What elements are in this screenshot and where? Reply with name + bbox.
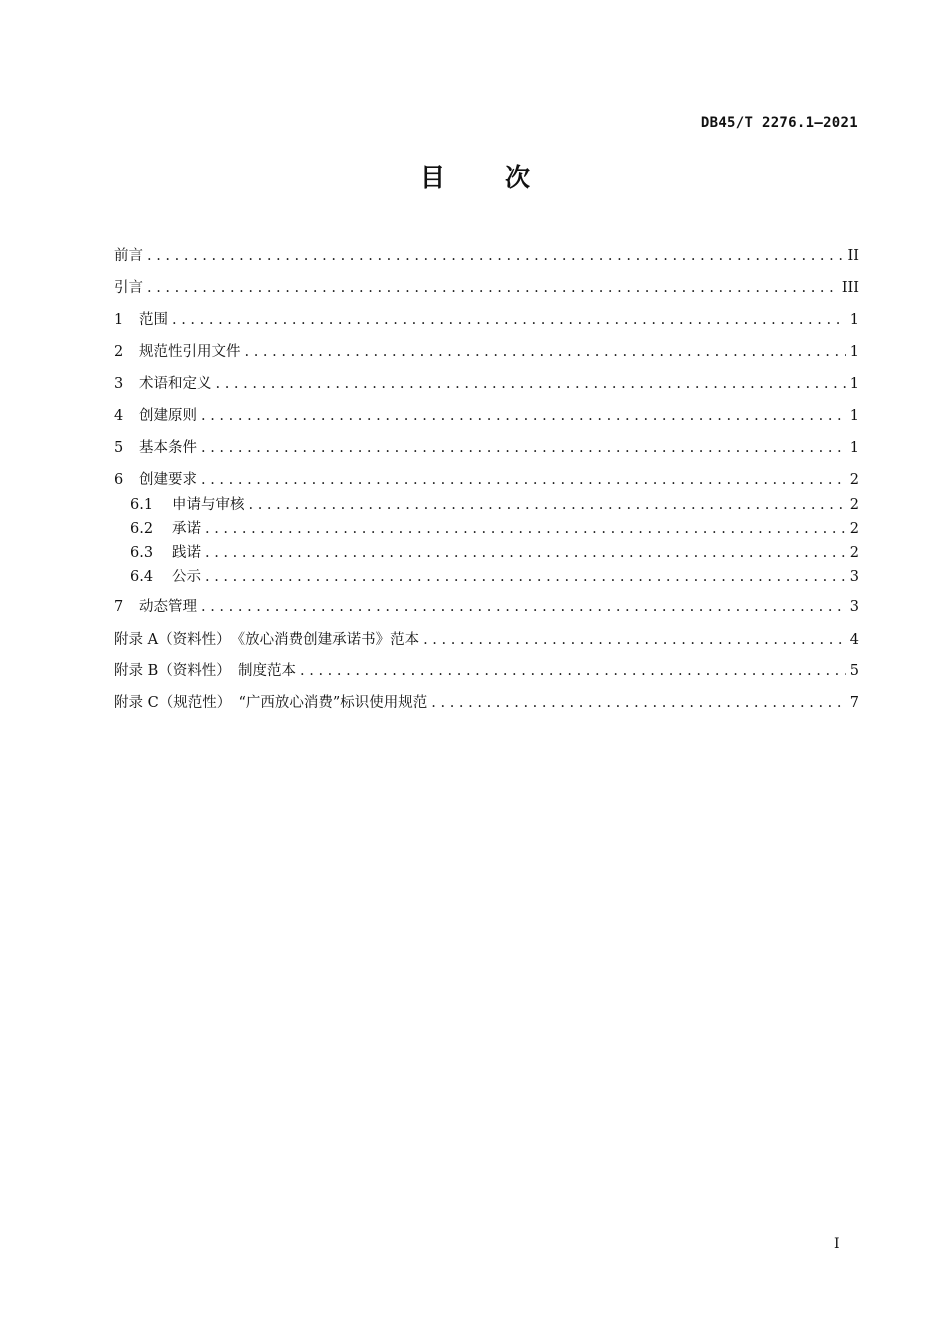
table-of-contents bbox=[114, 0, 859, 1344]
dot-leader bbox=[205, 519, 846, 539]
dot-leader bbox=[201, 597, 846, 617]
toc-entry-page: 1 bbox=[849, 344, 859, 360]
toc-entry-appendix-a[interactable] bbox=[114, 630, 859, 650]
toc-entry-terms-definitions[interactable] bbox=[114, 374, 859, 394]
toc-entry-number: 3 bbox=[114, 376, 124, 392]
title-char-1: 目 bbox=[419, 163, 445, 192]
toc-entry-label: 创建要求 bbox=[139, 472, 197, 488]
toc-entry-number: 6.3 bbox=[130, 545, 154, 561]
toc-entry-publicity[interactable] bbox=[130, 567, 859, 587]
page-number: I bbox=[834, 1236, 840, 1252]
toc-entry-number: 6.4 bbox=[130, 569, 154, 585]
toc-entry-page: 2 bbox=[849, 497, 859, 513]
toc-entry-label: 承诺 bbox=[172, 521, 201, 537]
title-char-2: 次 bbox=[505, 163, 531, 192]
dot-leader bbox=[201, 406, 846, 426]
toc-entry-appendix-b[interactable] bbox=[114, 661, 859, 681]
toc-entry-application-review[interactable] bbox=[130, 495, 859, 515]
toc-entry-foreword[interactable] bbox=[114, 246, 859, 266]
toc-entry-number: 1 bbox=[114, 312, 124, 328]
toc-entry-label: 附录 A（资料性） 《放心消费创建承诺书》范本 bbox=[114, 632, 420, 648]
toc-entry-number: 6.2 bbox=[130, 521, 154, 537]
toc-entry-label: 术语和定义 bbox=[139, 376, 212, 392]
toc-entry-introduction[interactable] bbox=[114, 278, 859, 298]
toc-entry-number: 6.1 bbox=[130, 497, 154, 513]
toc-entry-requirements[interactable] bbox=[114, 470, 859, 490]
toc-entry-fulfillment[interactable] bbox=[130, 543, 859, 563]
dot-leader bbox=[172, 310, 846, 330]
toc-entry-scope[interactable] bbox=[114, 310, 859, 330]
dot-leader bbox=[147, 246, 844, 266]
dot-leader bbox=[245, 342, 846, 362]
toc-entry-page: 3 bbox=[849, 599, 859, 615]
toc-entry-page: 1 bbox=[849, 376, 859, 392]
dot-leader bbox=[201, 470, 846, 490]
toc-entry-label: 基本条件 bbox=[139, 440, 197, 456]
dot-leader bbox=[147, 278, 838, 298]
toc-entry-page: 5 bbox=[849, 663, 859, 679]
toc-entry-label: 创建原则 bbox=[139, 408, 197, 424]
toc-entry-label: 践诺 bbox=[172, 545, 201, 561]
toc-entry-number: 4 bbox=[114, 408, 124, 424]
toc-entry-label: 申请与审核 bbox=[172, 497, 245, 513]
dot-leader bbox=[205, 567, 846, 587]
toc-entry-appendix-c[interactable] bbox=[114, 693, 859, 713]
toc-entry-principles[interactable] bbox=[114, 406, 859, 426]
dot-leader bbox=[300, 661, 846, 681]
toc-entry-label: 动态管理 bbox=[139, 599, 197, 615]
dot-leader bbox=[423, 630, 846, 650]
toc-entry-page: 3 bbox=[849, 569, 859, 585]
toc-entry-page: 7 bbox=[849, 695, 859, 711]
toc-entry-page: 1 bbox=[849, 408, 859, 424]
toc-entry-number: 6 bbox=[114, 472, 124, 488]
toc-entry-label: 公示 bbox=[172, 569, 201, 585]
toc-entry-page: 2 bbox=[849, 521, 859, 537]
toc-entry-label: 引言 bbox=[114, 280, 143, 296]
toc-entry-label: 规范性引用文件 bbox=[139, 344, 241, 360]
toc-entry-page: 1 bbox=[849, 312, 859, 328]
toc-entry-page: 4 bbox=[849, 632, 859, 648]
toc-entry-number: 2 bbox=[114, 344, 124, 360]
toc-entry-page: 2 bbox=[849, 545, 859, 561]
dot-leader bbox=[431, 693, 845, 713]
toc-entry-label: 附录 C（规范性） “广西放心消费”标识使用规范 bbox=[114, 695, 428, 711]
toc-entry-page: II bbox=[847, 248, 859, 264]
dot-leader bbox=[201, 438, 846, 458]
document-id: DB45/T 2276.1—2021 bbox=[700, 115, 858, 131]
dot-leader bbox=[205, 543, 846, 563]
toc-entry-page: 1 bbox=[849, 440, 859, 456]
toc-entry-number: 5 bbox=[114, 440, 124, 456]
toc-entry-normative-references[interactable] bbox=[114, 342, 859, 362]
toc-entry-page: 2 bbox=[849, 472, 859, 488]
toc-entry-dynamic-management[interactable] bbox=[114, 597, 859, 617]
toc-entry-label: 范围 bbox=[139, 312, 168, 328]
dot-leader bbox=[216, 374, 846, 394]
toc-entry-label: 附录 B（资料性） 制度范本 bbox=[114, 663, 297, 679]
toc-entry-page: III bbox=[841, 280, 859, 296]
toc-entry-commitment[interactable] bbox=[130, 519, 859, 539]
toc-entry-basic-conditions[interactable] bbox=[114, 438, 859, 458]
toc-entry-label: 前言 bbox=[114, 248, 143, 264]
toc-entry-number: 7 bbox=[114, 599, 124, 615]
dot-leader bbox=[249, 495, 846, 515]
